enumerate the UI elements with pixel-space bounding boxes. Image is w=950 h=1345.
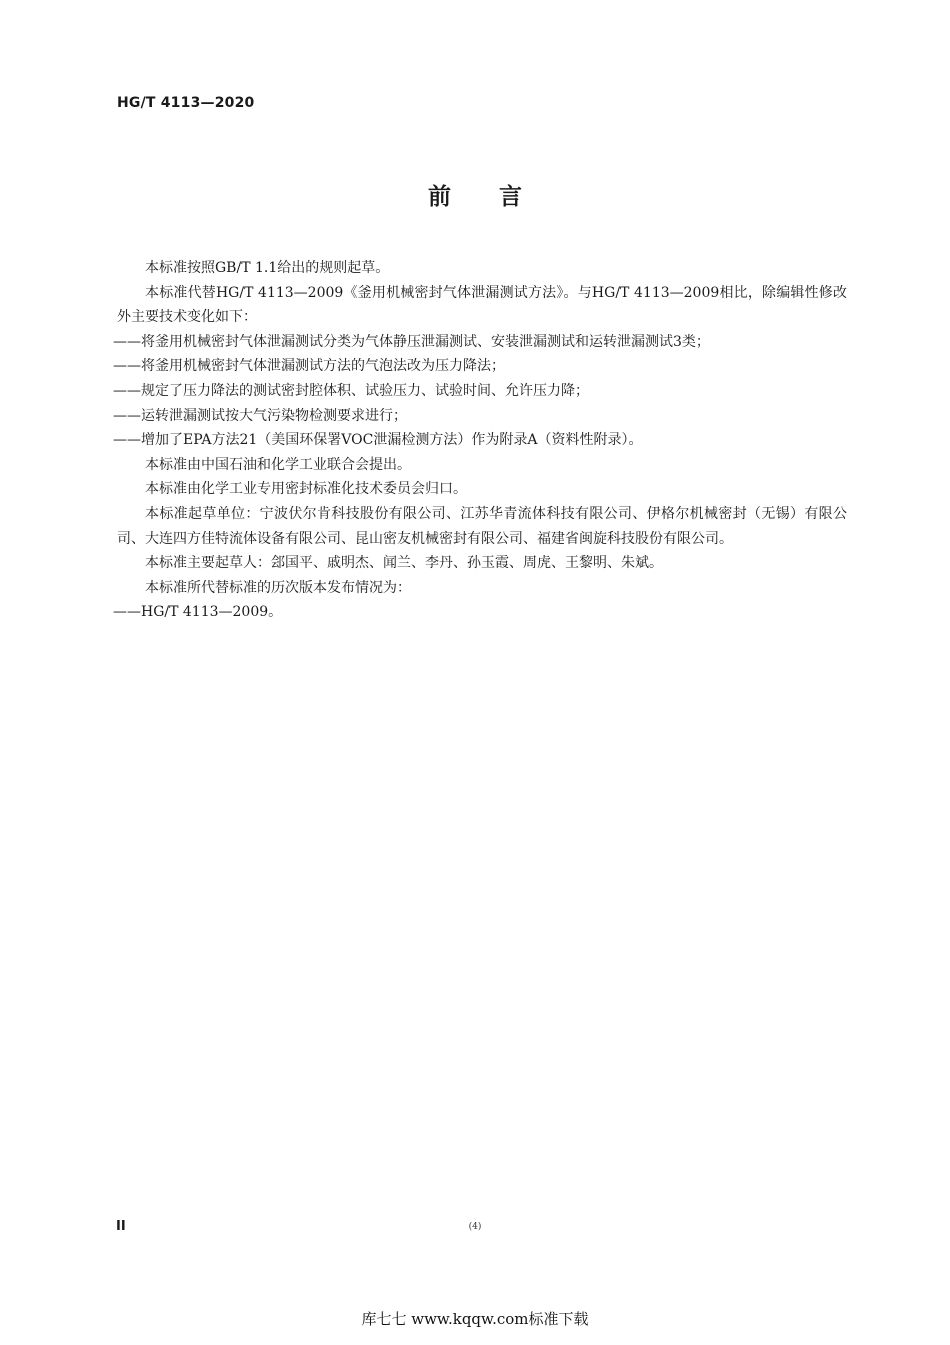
paragraph-drafters: 本标准主要起草人：郐国平、戚明杰、闻兰、李丹、孙玉霞、周虎、王黎明、朱斌。 [145, 555, 663, 572]
document-body [113, 256, 847, 625]
paragraph-replaces: 本标准代替HG/T 4113—2009《釜用机械密封气体泄漏测试方法》。与HG/T 4113—2009相比，除编辑性修改外主要技术变化如下： [117, 284, 847, 326]
change-item-classification: ——将釜用机械密封气体泄漏测试分类为气体静压泄漏测试、安装泄漏测试和运转泄漏测试3类； [113, 333, 710, 350]
change-item-operation-test: ——运转泄漏测试按大气污染物检测要求进行； [113, 407, 407, 424]
standard-code: HG/T 4113—2020 [117, 95, 255, 111]
change-item-method: ——将釜用机械密封气体泄漏测试方法的气泡法改为压力降法； [113, 358, 505, 375]
history-item: ——HG/T 4113—2009。 [113, 604, 283, 621]
paragraph-drafting-rule: 本标准按照GB/T 1.1给出的规则起草。 [145, 260, 390, 276]
footer-watermark: 库七七 www.kqqw.com标准下载 [361, 1310, 589, 1328]
paragraph-drafting-units: 本标准起草单位：宁波伏尔肯科技股份有限公司、江苏华青流体科技有限公司、伊格尔机械密封（无锡）有限公司、大连四方佳特流体设备有限公司、昆山密友机械密封有限公司、福建省闽旋科技股份有限公司。 [117, 505, 847, 547]
paragraph-history: 本标准所代替标准的历次版本发布情况为： [145, 579, 411, 596]
paragraph-committee: 本标准由化学工业专用密封标准化技术委员会归口。 [145, 481, 467, 498]
sheet-number: (4) [468, 1222, 482, 1232]
change-item-appendix: ——增加了EPA方法21（美国环保署VOC泄漏检测方法）作为附录A（资料性附录）。 [113, 432, 643, 449]
paragraph-proposer: 本标准由中国石油和化学工业联合会提出。 [145, 456, 411, 473]
page-number: II [116, 1219, 126, 1234]
page-title: 前言 [428, 184, 570, 210]
change-item-parameters: ——规定了压力降法的测试密封腔体积、试验压力、试验时间、允许压力降； [113, 382, 589, 399]
